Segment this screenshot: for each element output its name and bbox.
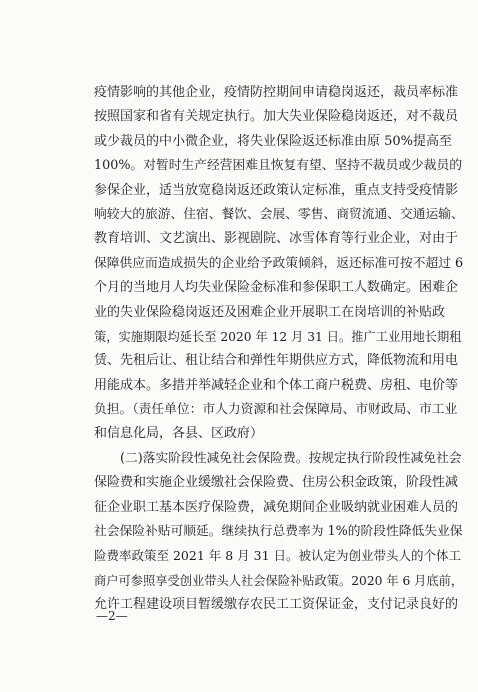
text-line: 社会保险补贴可顺延。继续执行总费率为 1%的阶段性降低失业保	[94, 524, 463, 540]
body-text	[94, 81, 464, 618]
text-line: 商户可参照享受创业带头人社会保险补贴政策。2020 年 6 月底前，	[94, 573, 464, 588]
text-line: 保障供应而造成损失的企业给予政策倾斜，返还标准可按不超过 6	[94, 255, 464, 271]
text-line: 教育培训、文艺演出、影视剧院、冰雪体育等行业企业，对由于	[94, 231, 459, 247]
text-line: 个月的当地月人均失业保险金标准和参保职工人数确定。困难企	[94, 280, 459, 296]
text-line: 按照国家和省有关规定执行。加大失业保险稳岗返还，对不裁员	[94, 109, 459, 125]
page-number: —2—	[96, 609, 128, 623]
section-heading-line: (二)落实阶段性减免社会保险费。按规定执行阶段性减免社会	[120, 450, 462, 466]
text-line: 和信息化局，各县、区政府）	[94, 426, 264, 442]
text-line: 赁、先租后让、租让结合和弹性年期供应方式，降低物流和用电	[94, 353, 459, 369]
text-line: 允许工程建设项目暂缓缴存农民工工资保证金，支付记录良好的	[94, 597, 459, 613]
text-line: 参保企业，适当放宽稳岗返还政策认定标准，重点支持受疫情影	[94, 182, 459, 198]
text-line: 策，实施期限均延长至 2020 年 12 月 31 日。推广工业用地长期租	[94, 329, 462, 344]
text-line: 响较大的旅游、住宿、餐饮、会展、零售、商贸流通、交通运输、	[94, 206, 464, 222]
text-line: 负担。（责任单位：市人力资源和社会保障局、市财政局、市工业	[94, 402, 458, 418]
text-line: 保险费和实施企业缓缴社会保险费、住房公积金政策，阶段性减	[94, 475, 459, 491]
text-line: 疫情影响的其他企业，疫情防控期间申请稳岗返还，裁员率标准	[94, 85, 459, 100]
text-line: 征企业职工基本医疗保险费，减免期间企业吸纳就业困难人员的	[94, 499, 459, 515]
text-line: 业的失业保险稳岗返还及困难企业开展职工在岗培训的补贴政	[94, 304, 446, 320]
text-line: 100%。对暂时生产经营困难且恢复有望、坚持不裁员或少裁员的	[94, 158, 462, 174]
text-line: 用能成本。多措并举减轻企业和个体工商户税费、房租、电价等	[94, 377, 459, 393]
text-line: 险费率政策至 2021 年 8 月 31 日。被认定为创业带头人的个体工	[94, 548, 462, 564]
text-line: 或少裁员的中小微企业，将失业保险返还标准由原 50%提高至	[94, 133, 453, 149]
